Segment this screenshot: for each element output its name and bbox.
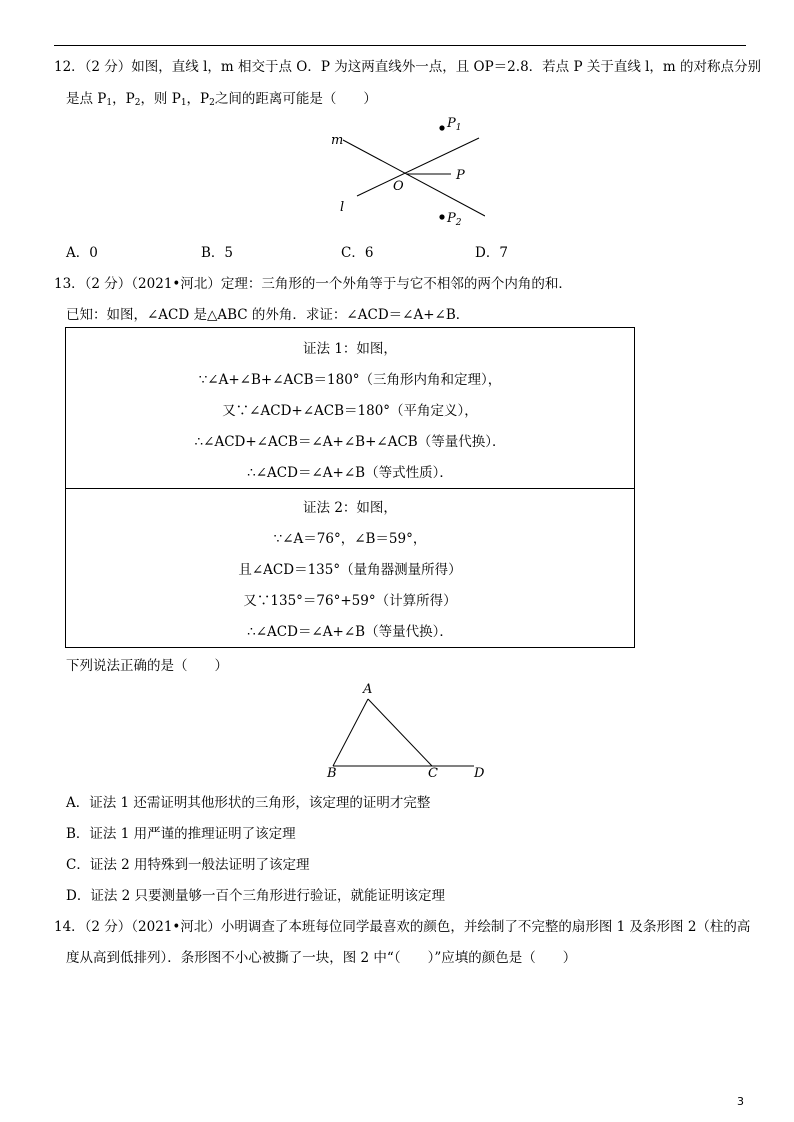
q13-stem-line2: 已知：如图，∠ACD 是△ABC 的外角．求证：∠ACD＝∠A+∠B．: [66, 307, 470, 323]
q12-stem-line2: 是点 $P_1$，$P_2$，则 $P_1$，$P_2$之间的距离可能是（ ）: [66, 91, 377, 108]
label-p2: $P_2$: [447, 211, 462, 228]
proof2-line: ∴∠ACD＝∠A+∠B（等量代换）．: [247, 624, 453, 640]
point-p2: [439, 214, 444, 219]
q13-option-b: B．证法 1 用严谨的推理证明了该定理: [66, 826, 296, 842]
proof1-line: ∵∠A+∠B+∠ACB＝180°（三角形内角和定理），: [198, 372, 502, 388]
label-l: l: [340, 200, 345, 215]
q12-figure: [325, 110, 485, 232]
page-number: 3: [737, 1095, 744, 1108]
q12-option-d: D．7: [475, 245, 508, 261]
q13-option-c: C．证法 2 用特殊到一般法证明了该定理: [66, 857, 310, 873]
proof2-box: [65, 488, 635, 648]
proof2-line: 证法 2：如图，: [303, 500, 397, 516]
point-p1: [439, 125, 444, 130]
label-d: D: [474, 766, 485, 781]
label-o: O: [393, 179, 404, 194]
proof2-line: 且∠ACD＝135°（量角器测量所得）: [238, 562, 462, 578]
q13-triangle-figure: [322, 680, 492, 782]
proof2-line: ∵∠A＝76°，∠B＝59°，: [273, 531, 427, 547]
label-b: B: [327, 766, 337, 781]
q14-stem-line2: 度从高到低排列）．条形图不小心被撕了一块，图 2 中“（ ）”应填的颜色是（ ）: [66, 950, 577, 966]
proof1-line: ∴∠ACD+∠ACB＝∠A+∠B+∠ACB（等量代换）．: [194, 434, 506, 450]
q12-option-c: C．6: [341, 245, 374, 261]
label-p: P: [456, 168, 465, 183]
label-a: A: [363, 682, 373, 697]
q12-stem-line1: 12．（2 分）如图，直线 l，m 相交于点 O．P 为这两直线外一点，且 OP＝2.8．若点 P 关于直线 l，m 的对称点分别: [54, 59, 762, 75]
label-c: C: [428, 766, 438, 781]
q13-stem-line1: 13．（2 分）（2021•河北）定理：三角形的一个外角等于与它不相邻的两个内角的和．: [54, 276, 572, 292]
proof2-line: 又∵135°＝76°+59°（计算所得）: [243, 593, 457, 609]
side-ac: [368, 699, 432, 766]
q14-stem-line1: 14．（2 分）（2021•河北）小明调查了本班每位同学最喜欢的颜色，并绘制了不完整的扇形图 1 及条形图 2（柱的高: [54, 919, 751, 935]
proof1-line: 证法 1：如图，: [303, 341, 397, 357]
line-l: [357, 138, 479, 196]
proof1-line: ∴∠ACD＝∠A+∠B（等式性质）．: [247, 465, 453, 481]
q13-option-d: D．证法 2 只要测量够一百个三角形进行验证，就能证明该定理: [66, 888, 445, 904]
q12-option-a: A．0: [66, 245, 98, 261]
proof1-line: 又∵∠ACD+∠ACB＝180°（平角定义），: [222, 403, 478, 419]
label-m: m: [331, 133, 344, 148]
q13-prompt: 下列说法正确的是（ ）: [66, 658, 228, 674]
side-ab: [333, 699, 368, 766]
header-rule: [54, 45, 746, 46]
q13-option-a: A．证法 1 还需证明其他形状的三角形，该定理的证明才完整: [66, 795, 431, 811]
proof1-box: [65, 327, 635, 489]
label-p1: $P_1$: [447, 116, 462, 133]
q12-option-b: B．5: [201, 245, 234, 261]
